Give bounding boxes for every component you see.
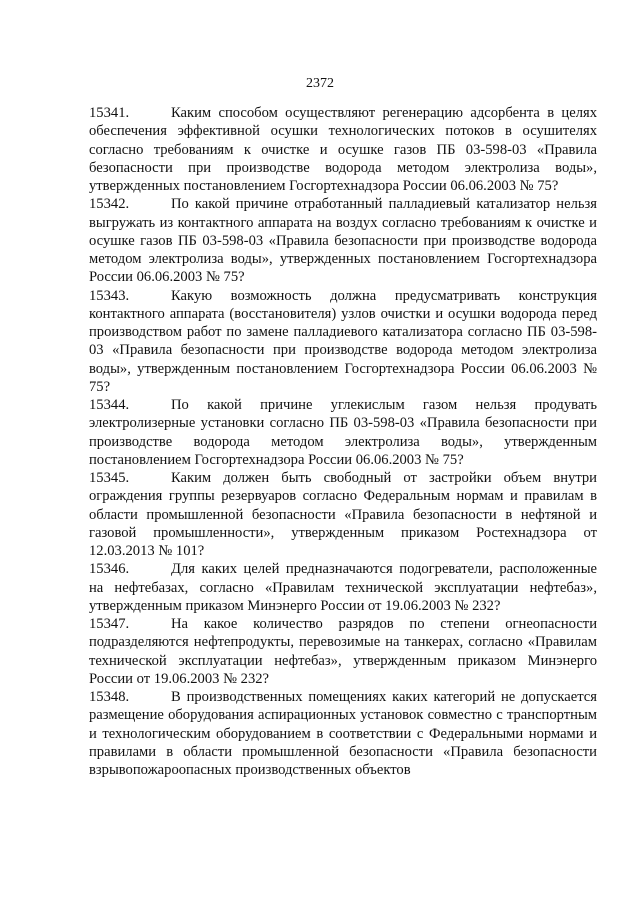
question-number: 15345. — [89, 470, 130, 486]
question-item — [89, 688, 597, 779]
question-text: Для каких целей предназначаются подогреватели, расположенные на нефтебазах, согласно «Правилам технической эксплуатации нефтебаз», утвержденным приказом Минэнерго России от 19.06.2003 № 232? — [89, 561, 597, 614]
question-text: Каким должен быть свободный от застройки объем внутри ограждения группы резервуаров согласно Федеральным нормам и правилам в области промышленной безопасности «Правила безопасности в нефтяной и газовой промышленности», утвержденным приказом Ростехнадзора от 12.03.2013 № 101? — [89, 470, 597, 559]
question-number: 15342. — [89, 196, 130, 213]
question-item — [89, 104, 597, 195]
page-number: 2372 — [306, 76, 334, 91]
question-item — [89, 560, 597, 615]
question-text: По какой причине отработанный палладиевый катализатор нельзя выгружать из контактного аппарата на воздух согласно требованиям к очистке и осушке газов ПБ 03-598-03 «Правила безопасности при производстве водорода методом электролиза воды», утвержденных постановлением Госгортехнадзора России 06.06.2003 № 75? — [89, 196, 597, 286]
question-item — [89, 396, 597, 469]
question-item — [89, 469, 597, 560]
question-text: Каким способом осуществляют регенерацию адсорбента в целях обеспечения эффективной осушки технологических потоков в осушителях согласно требованиям к очистке и осушке газов ПБ 03-598-03 «Правила безопасности при производстве водорода методом электролиза воды», утвержденных постановлением Госгортехнадзора России 06.06.2003 № 75? — [89, 105, 597, 194]
question-number: 15344. — [89, 397, 130, 413]
question-item — [89, 195, 597, 286]
question-text: Какую возможность должна предусматривать конструкция контактного аппарата (восстановителя) узлов очистки и осушки водорода перед производством работ по замене палладиевого катализатора согласно ПБ 03-598-03 «Правила безопасности при производстве водорода методом электролиза воды», утвержденным постановлением Госгортехнадзора России 06.06.2003 № 75? — [89, 287, 597, 395]
question-number: 15343. — [89, 287, 130, 304]
question-text: В производственных помещениях каких категорий не допускается размещение оборудования аспирационных установок совместно с транспортным и технологическим оборудованием в соответствии с Федеральными нормами и правилами в области промышленной безопасности «Правила безопасности взрывопожароопасных производственных объектов — [89, 689, 597, 778]
question-item — [89, 615, 597, 688]
question-list — [89, 104, 597, 779]
question-number: 15348. — [89, 689, 130, 705]
question-text: По какой причине углекислым газом нельзя продувать электролизерные установки согласно ПБ 03-598-03 «Правила безопасности при производстве водорода методом электролиза воды», утвержденным постановлением Госгортехнадзора России 06.06.2003 № 75? — [89, 397, 597, 468]
question-item — [89, 287, 597, 397]
question-number: 15346. — [89, 561, 130, 578]
question-number: 15341. — [89, 105, 130, 121]
question-text: На какое количество разрядов по степени огнеопасности подразделяются нефтепродукты, перевозимые на танкерах, согласно «Правилам технической эксплуатации нефтебаз», утвержденным приказом Минэнерго России от 19.06.2003 № 232? — [89, 616, 597, 687]
question-number: 15347. — [89, 616, 130, 632]
